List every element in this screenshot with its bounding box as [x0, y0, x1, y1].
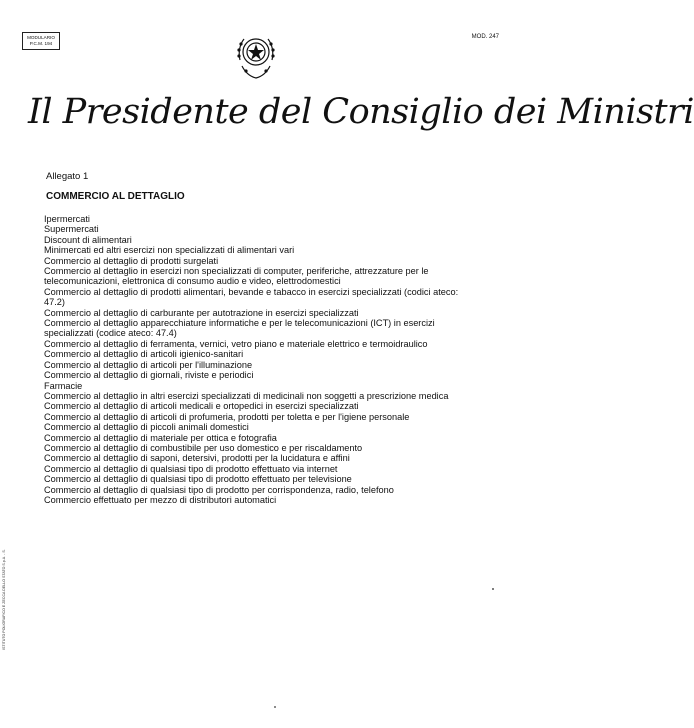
list-item: Farmacie — [44, 380, 83, 391]
modulario-line-1: MODULARIO — [27, 35, 55, 40]
list-item: Commercio al dettaglio di piccoli animali domestici — [44, 422, 249, 433]
scan-speck — [492, 588, 494, 590]
list-item: Commercio al dettaglio di saponi, detersivi, prodotti per la lucidatura e affini — [44, 453, 350, 464]
printer-side-note: ISTITUTO POLIGRAFICO E ZECCA DELLO STATO S.p.A. - S. — [2, 549, 6, 650]
list-item: Commercio al dettaglio di prodotti alimentari, bevande e tabacco in esercizi specializzati (codici ateco: 47.2) — [44, 286, 459, 308]
list-item: Supermercati — [44, 224, 99, 235]
list-item: Commercio al dettaglio di qualsiasi tipo di prodotto effettuato via internet — [44, 463, 338, 474]
list-item: Commercio al dettaglio di giornali, riviste e periodici — [44, 370, 254, 381]
list-item: Commercio al dettaglio di qualsiasi tipo di prodotto per corrispondenza, radio, telefono — [44, 484, 394, 495]
italian-republic-emblem-icon — [232, 30, 280, 82]
list-item: Commercio al dettaglio di materiale per ottica e fotografia — [44, 432, 277, 443]
list-item: Commercio al dettaglio apparecchiature informatiche e per le telecomunicazioni (ICT) in esercizi specializzati (codice ateco: 47.4) — [44, 318, 435, 339]
list-item: Commercio al dettaglio di ferramenta, vernici, vetro piano e materiale elettrico e termoidraulico — [44, 338, 428, 349]
mod-number: MOD. 247 — [471, 34, 499, 40]
list-item: Ipermercati — [44, 214, 90, 224]
list-item: Commercio al dettaglio di prodotti surgelati — [44, 255, 219, 266]
activity-list — [44, 214, 474, 505]
list-item: Commercio al dettaglio di articoli medicali e ortopedici in esercizi specializzati — [44, 401, 359, 412]
list-item: Commercio al dettaglio di articoli igienico-sanitari — [44, 349, 244, 360]
list-item: Commercio al dettaglio in esercizi non specializzati di computer, periferiche, attrezzature per le telecomunicazioni, elettronica di consumo audio e video, elettrodomestici — [44, 266, 429, 287]
list-item: Commercio al dettaglio di combustibile per uso domestico e per riscaldamento — [44, 442, 363, 453]
list-item: Commercio al dettaglio in altri esercizi specializzati di medicinali non soggetti a prescrizione medica — [44, 390, 449, 401]
section-title: COMMERCIO AL DETTAGLIO — [46, 191, 185, 202]
allegato-label: Allegato 1 — [46, 171, 89, 182]
list-item: Commercio al dettaglio di articoli per l'illuminazione — [44, 359, 253, 370]
list-item: Discount di alimentari — [44, 234, 132, 245]
list-item: Commercio al dettaglio di carburante per autotrazione in esercizi specializzati — [44, 307, 359, 318]
header-script-title: Il Presidente del Consiglio dei Ministri — [28, 92, 694, 132]
modulario-line-2: P.C.M. 194 — [29, 40, 53, 46]
list-item: Minimercati ed altri esercizi non specializzati di alimentari vari — [44, 245, 295, 256]
list-item: Commercio al dettaglio di qualsiasi tipo di prodotto effettuato per televisione — [44, 474, 352, 485]
list-item: Commercio al dettaglio di articoli di profumeria, prodotti per toletta e per l'igiene personale — [44, 411, 410, 422]
scan-speck — [274, 706, 276, 708]
list-item: Commercio effettuato per mezzo di distributori automatici — [44, 494, 277, 505]
modulario-box — [22, 32, 60, 50]
